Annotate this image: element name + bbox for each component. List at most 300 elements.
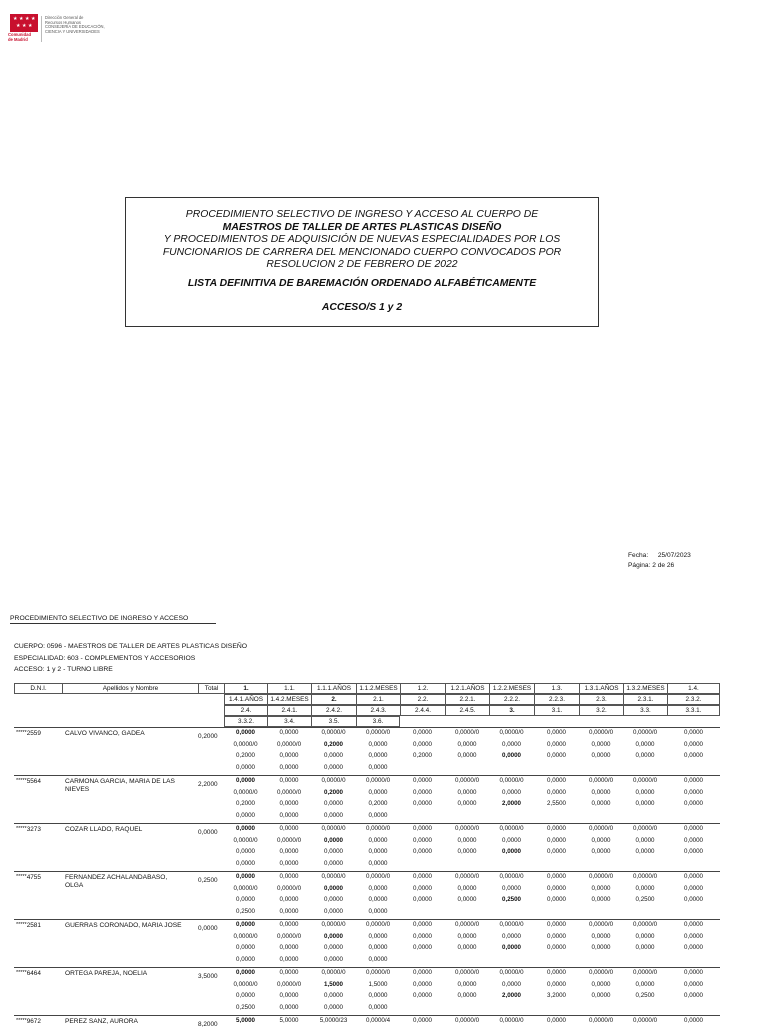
- value-cell: 0,0000: [413, 884, 432, 892]
- value-cell: 0,0000: [684, 932, 703, 940]
- value-cell: 0,0000/0: [588, 873, 614, 880]
- especialidad-line: ESPECIALIDAD: 603 - COMPLEMENTOS Y ACCESORIOS: [14, 654, 196, 662]
- value-cell: 0,0000: [279, 921, 299, 928]
- value-cell: 0,0000: [236, 921, 255, 928]
- header-cell: 2.2.1.: [445, 694, 489, 705]
- header-cell: 1.2.: [400, 683, 445, 694]
- value-cell: 0,0000: [547, 788, 566, 796]
- value-cell: 0,0000: [368, 740, 388, 748]
- value-cell: 0,0000: [279, 992, 299, 999]
- value-row: [224, 931, 720, 943]
- value-cell: 0,0000: [684, 1017, 703, 1024]
- header-cell: 2.1.: [356, 694, 400, 705]
- header-cell: 3.3.: [623, 705, 667, 716]
- value-cell: 0,0000: [502, 944, 521, 951]
- value-cell: 0,0000: [236, 944, 255, 951]
- name-cell: COZAR LLADO, RAQUEL: [65, 826, 143, 833]
- table-row: [14, 823, 720, 871]
- value-cell: 0,0000: [547, 944, 566, 951]
- value-cell: 0,2500: [635, 992, 655, 999]
- date-value: 25/07/2023: [657, 552, 691, 559]
- value-cell: 0,0000: [324, 896, 343, 903]
- value-cell: 1,5000: [368, 980, 388, 988]
- value-cell: 0,0000: [547, 825, 566, 832]
- value-cell: 0,0000/0: [233, 884, 258, 892]
- header-cell: 1.4.: [667, 683, 720, 694]
- value-cell: 0,2000: [324, 788, 343, 796]
- value-cell: 0,0000: [413, 740, 432, 748]
- header-cell: 1.1.: [267, 683, 311, 694]
- value-row: [224, 919, 720, 931]
- value-cell: 0,0000: [324, 848, 343, 855]
- value-cell: 0,0000: [279, 752, 299, 759]
- value-cell: 0,0000: [368, 944, 388, 951]
- value-cell: 0,0000/4: [365, 1017, 391, 1024]
- value-cell: 0,0000/0: [321, 921, 346, 928]
- value-cell: 0,0000: [684, 884, 703, 892]
- value-row: [224, 739, 720, 751]
- value-cell: 0,0000: [279, 955, 299, 963]
- value-cell: 0,0000: [368, 884, 388, 892]
- value-cell: 0,0000: [324, 907, 343, 915]
- value-cell: 0,0000: [502, 884, 521, 892]
- value-cell: 0,0000/0: [321, 969, 346, 976]
- value-cell: 0,0000: [413, 777, 432, 784]
- value-cell: 0,0000: [547, 884, 566, 892]
- value-cell: 0,0000/0: [321, 729, 346, 736]
- value-row: [224, 967, 720, 979]
- list-title: LISTA DEFINITIVA DE BAREMACIÓN ORDENADO ALFABÉTICAMENTE: [187, 278, 537, 289]
- value-cell: 0,0000: [368, 763, 388, 771]
- value-cell: 0,0000: [368, 907, 388, 915]
- title-box: [125, 197, 599, 327]
- value-row: [224, 727, 720, 739]
- value-cell: 0,0000: [413, 873, 432, 880]
- value-cell: 0,0000: [236, 873, 255, 880]
- value-cell: 2,0000: [502, 992, 521, 999]
- value-cell: 0,0000: [684, 896, 703, 903]
- value-cell: 0,0000: [547, 1017, 566, 1024]
- value-cell: 0,2500: [236, 907, 255, 915]
- value-cell: 0,0000/0: [233, 932, 258, 940]
- header-cell: [489, 716, 534, 727]
- header-cell: 2.2.: [400, 694, 445, 705]
- value-cell: 1,5000: [324, 980, 343, 988]
- header-cell: [534, 716, 579, 727]
- total-cell: 0,2000: [198, 733, 218, 740]
- name-cell: FERNANDEZ ACHALANDABASO, OLGA: [65, 874, 168, 889]
- value-cell: 0,0000/0: [365, 969, 391, 976]
- header-cell: 2.4.2.: [311, 705, 356, 716]
- total-cell: 0,2500: [198, 877, 218, 884]
- dni-mask: *****: [16, 730, 27, 736]
- name-cell: ORTEGA PAREJA, NOELIA: [65, 970, 148, 977]
- value-cell: 0,0000: [368, 896, 388, 903]
- dni-mask: *****: [16, 970, 27, 976]
- value-cell: 0,0000: [368, 752, 388, 759]
- logo-divider: [41, 16, 42, 42]
- value-cell: 0,0000: [279, 896, 299, 903]
- value-cell: 0,0000: [324, 800, 343, 807]
- value-cell: 0,0000: [684, 788, 703, 796]
- value-cell: 0,0000: [635, 800, 655, 807]
- value-cell: 0,0000: [279, 873, 299, 880]
- value-row: [224, 1015, 720, 1027]
- value-cell: 0,0000: [324, 932, 343, 940]
- value-cell: 0,0000: [368, 836, 388, 844]
- header-cell: 1.1.2.MESES: [356, 683, 400, 694]
- header-cell: 2.3.2.: [667, 694, 720, 705]
- header-cell: 1.2.2.MESES: [489, 683, 534, 694]
- value-cell: 0,0000: [279, 800, 299, 807]
- table-body: [14, 727, 720, 1036]
- value-cell: 0,0000: [684, 825, 703, 832]
- value-cell: 0,0000/0: [499, 777, 524, 784]
- value-cell: 0,0000: [591, 848, 611, 855]
- value-cell: 0,0000: [413, 800, 432, 807]
- value-cell: 0,0000: [413, 788, 432, 796]
- value-cell: 0,0000: [635, 980, 655, 988]
- value-cell: 0,0000: [547, 932, 566, 940]
- value-cell: 0,0000: [457, 980, 477, 988]
- value-cell: 0,0000/0: [632, 729, 658, 736]
- value-cell: 0,0000: [684, 729, 703, 736]
- value-cell: 0,0000: [324, 992, 343, 999]
- value-cell: 0,0000: [457, 800, 477, 807]
- value-cell: 0,0000: [684, 873, 703, 880]
- value-cell: 0,0000: [547, 836, 566, 844]
- value-cell: 0,0000: [591, 884, 611, 892]
- header-cell: 1.3.: [534, 683, 579, 694]
- value-cell: 0,0000: [236, 825, 255, 832]
- value-cell: 0,0000: [684, 752, 703, 759]
- value-cell: 0,0000: [684, 800, 703, 807]
- value-cell: 0,0000/0: [499, 825, 524, 832]
- header-cell: 1.: [224, 683, 267, 694]
- value-cell: 0,0000: [457, 932, 477, 940]
- value-cell: 0,0000: [635, 884, 655, 892]
- header-cell: 3.1.: [534, 705, 579, 716]
- value-row: [224, 942, 720, 954]
- value-cell: 0,0000: [457, 944, 477, 951]
- value-cell: 0,0000/0: [632, 969, 658, 976]
- value-cell: 0,0000/0: [632, 825, 658, 832]
- value-cell: 0,0000: [457, 884, 477, 892]
- dni-mask: *****: [16, 922, 27, 928]
- table-header: [14, 683, 720, 727]
- value-cell: 0,0000: [368, 1003, 388, 1011]
- value-cell: 0,0000: [547, 752, 566, 759]
- header-cell: D.N.I.: [14, 683, 62, 694]
- value-cell: 0,0000: [324, 836, 343, 844]
- madrid-flag-icon: ★ ★ ★ ★ ★ ★ ★: [10, 14, 38, 32]
- header-cell: [14, 694, 62, 705]
- header-cell: [400, 716, 445, 727]
- dni-value: 3273: [26, 826, 41, 833]
- value-cell: 0,0000: [413, 980, 432, 988]
- header-cell: 2.4.: [224, 705, 267, 716]
- value-cell: 0,2000: [413, 752, 432, 759]
- baremacion-table: [14, 683, 720, 1036]
- value-cell: 0,0000: [324, 859, 343, 867]
- header-cell: 3.5.: [311, 716, 356, 727]
- value-cell: 5,0000/23: [319, 1017, 348, 1024]
- total-cell: 0,0000: [198, 925, 218, 932]
- value-cell: 0,0000: [324, 752, 343, 759]
- value-row: [224, 810, 400, 822]
- value-cell: 2,5500: [547, 800, 566, 807]
- header-cell: 1.3.2.MESES: [623, 683, 667, 694]
- header-cell: [198, 705, 224, 716]
- value-cell: 0,0000: [684, 944, 703, 951]
- value-cell: 0,0000: [591, 896, 611, 903]
- value-cell: 0,0000: [324, 884, 343, 892]
- header-cell: 2.4.4.: [400, 705, 445, 716]
- value-cell: 0,0000/0: [454, 825, 480, 832]
- value-cell: 0,0000: [635, 932, 655, 940]
- value-cell: 0,2000: [324, 740, 343, 748]
- value-cell: 0,0000/0: [632, 777, 658, 784]
- value-row: [224, 750, 720, 762]
- value-cell: 0,0000: [547, 777, 566, 784]
- header-cell: [667, 716, 720, 727]
- header-cell: 2.4.3.: [356, 705, 400, 716]
- value-cell: 0,0000: [591, 992, 611, 999]
- header-cell: 1.4.1.AÑOS: [224, 694, 267, 705]
- header-cell: 3.2.: [579, 705, 623, 716]
- header-cell: 2.4.1.: [267, 705, 311, 716]
- value-cell: 0,0000: [457, 788, 477, 796]
- value-cell: 0,0000: [368, 955, 388, 963]
- header-cell: 3.3.2.: [224, 716, 267, 727]
- access-title: ACCESO/S 1 y 2: [321, 302, 403, 313]
- value-cell: 0,0000: [279, 811, 299, 819]
- value-cell: 0,0000/0: [321, 825, 346, 832]
- dni-value: 2581: [26, 922, 41, 929]
- value-cell: 0,0000/0: [588, 777, 614, 784]
- dni-cell: [16, 970, 41, 977]
- value-cell: 0,0000: [547, 848, 566, 855]
- value-cell: 0,0000: [684, 980, 703, 988]
- value-cell: 0,0000/0: [321, 777, 346, 784]
- value-row: [224, 858, 400, 870]
- table-row: [14, 727, 720, 775]
- value-cell: 0,0000: [413, 921, 432, 928]
- value-cell: 0,0000: [413, 992, 432, 999]
- value-cell: 0,0000: [413, 825, 432, 832]
- value-cell: 0,0000: [413, 836, 432, 844]
- table-row: [14, 871, 720, 919]
- value-cell: 0,0000/0: [233, 980, 258, 988]
- total-cell: 0,0000: [198, 829, 218, 836]
- total-cell: 3,5000: [198, 973, 218, 980]
- value-cell: 0,0000: [368, 859, 388, 867]
- value-cell: 0,0000: [236, 777, 255, 784]
- logo-left-text: Comunidad de Madrid: [8, 32, 32, 42]
- value-cell: 5,0000: [279, 1017, 299, 1024]
- value-cell: 0,0000: [502, 788, 521, 796]
- value-cell: 0,0000: [324, 811, 343, 819]
- header-cell: [198, 694, 224, 705]
- value-cell: 0,0000: [413, 896, 432, 903]
- value-cell: 0,0000/0: [233, 836, 258, 844]
- value-cell: 0,0000: [547, 980, 566, 988]
- value-cell: 0,0000/0: [632, 873, 658, 880]
- header-cell: 2.4.5.: [445, 705, 489, 716]
- header-cell: 3.4.: [267, 716, 311, 727]
- value-cell: 0,0000: [502, 836, 521, 844]
- name-cell: PEREZ SANZ, AURORA: [65, 1018, 138, 1025]
- value-cell: 0,0000: [547, 729, 566, 736]
- value-cell: 0,0000: [324, 763, 343, 771]
- value-cell: 0,0000: [591, 752, 611, 759]
- value-cell: 0,0000: [591, 836, 611, 844]
- value-cell: 0,0000: [591, 800, 611, 807]
- value-cell: 0,0000: [591, 932, 611, 940]
- value-cell: 0,0000/0: [321, 873, 346, 880]
- header-row: [14, 683, 720, 694]
- value-cell: 0,0000: [236, 896, 255, 903]
- header-row: [14, 694, 720, 705]
- value-cell: 0,0000/0: [454, 777, 480, 784]
- header-cell: [445, 716, 489, 727]
- value-cell: 0,0000: [368, 992, 388, 999]
- value-cell: 0,0000: [635, 788, 655, 796]
- title-text: PROCEDIMIENTO SELECTIVO DE INGRESO Y ACCESO AL CUERPO DE MAESTROS DE TALLER DE ARTES PLASTICAS DISEÑO Y PROCEDIMIENTOS DE ADQUISICIÓN DE NUEVAS ESPECIALIDADES POR LOS FUNCIONARIOS DE CARRERA DEL MENCIONADO CUERPO CONVOCADOS POR RESOLUCION 2 DE FEBRERO DE 2022: [162, 209, 562, 270]
- value-cell: 0,0000: [547, 921, 566, 928]
- dni-value: 4755: [26, 874, 41, 881]
- value-cell: 0,0000: [684, 992, 703, 999]
- value-cell: 5,0000: [236, 1017, 255, 1024]
- table-row: [14, 919, 720, 967]
- value-cell: 0,0000/0: [499, 1017, 524, 1024]
- value-row: [224, 906, 400, 918]
- value-cell: 0,0000/0: [276, 932, 302, 940]
- value-cell: 0,0000: [368, 848, 388, 855]
- value-row: [224, 954, 400, 966]
- dni-value: 2559: [26, 730, 41, 737]
- value-cell: 0,0000: [279, 825, 299, 832]
- value-cell: 0,0000: [279, 859, 299, 867]
- value-cell: 0,2500: [635, 896, 655, 903]
- document-meta: [628, 551, 691, 571]
- value-cell: 0,0000: [635, 944, 655, 951]
- value-cell: 0,0000: [457, 896, 477, 903]
- value-cell: 0,0000: [279, 729, 299, 736]
- value-cell: 0,0000: [684, 777, 703, 784]
- value-cell: 0,0000: [368, 811, 388, 819]
- value-cell: 0,0000/0: [499, 969, 524, 976]
- header-cell: [579, 716, 623, 727]
- value-cell: 0,0000/0: [233, 740, 258, 748]
- header-cell: [14, 716, 62, 727]
- header-row: [14, 716, 720, 727]
- value-cell: 0,0000/0: [276, 788, 302, 796]
- header-cell: 1.1.1.AÑOS: [311, 683, 356, 694]
- value-cell: 0,0000: [684, 848, 703, 855]
- value-row: [224, 823, 720, 835]
- dni-cell: [16, 874, 41, 881]
- value-cell: 0,0000: [502, 740, 521, 748]
- value-cell: 0,0000/0: [454, 873, 480, 880]
- value-row: [224, 871, 720, 883]
- value-row: [224, 846, 720, 858]
- value-cell: 0,0000: [457, 752, 477, 759]
- value-row: [224, 835, 720, 847]
- header-row: [14, 705, 720, 716]
- value-cell: 0,0000/0: [365, 777, 391, 784]
- dni-value: 9672: [26, 1018, 41, 1025]
- logo-right-text: Dirección General de Recursos Humanos CONSEJERÍA DE EDUCACIÓN, CIENCIA Y UNIVERSIDADES: [45, 15, 105, 34]
- value-cell: 0,0000/0: [365, 729, 391, 736]
- value-cell: 0,0000: [457, 836, 477, 844]
- dni-cell: [16, 778, 41, 785]
- value-cell: 0,0000: [236, 729, 255, 736]
- value-row: [224, 979, 720, 991]
- dni-mask: *****: [16, 826, 27, 832]
- value-cell: 0,0000/0: [276, 884, 302, 892]
- header-cell: 1.2.1.AÑOS: [445, 683, 489, 694]
- value-cell: 0,0000: [547, 740, 566, 748]
- value-cell: 0,0000/0: [588, 729, 614, 736]
- value-cell: 0,0000/0: [632, 921, 658, 928]
- header-cell: 2.2.3.: [534, 694, 579, 705]
- dni-mask: *****: [16, 778, 27, 784]
- value-cell: 0,0000: [502, 932, 521, 940]
- value-cell: 0,0000: [236, 992, 255, 999]
- header-cell: 3.3.1.: [667, 705, 720, 716]
- value-cell: 0,0000: [684, 740, 703, 748]
- dni-cell: [16, 826, 41, 833]
- value-cell: 0,0000: [635, 752, 655, 759]
- value-cell: 0,0000: [591, 980, 611, 988]
- value-cell: 0,0000/0: [454, 921, 480, 928]
- dni-cell: [16, 922, 41, 929]
- value-row: [224, 762, 400, 774]
- header-cell: Total: [198, 683, 224, 694]
- header-cell: 2.3.1.: [623, 694, 667, 705]
- value-cell: 0,0000: [279, 944, 299, 951]
- value-cell: 0,0000: [236, 969, 255, 976]
- table-row: [14, 1015, 720, 1036]
- value-cell: 0,0000: [368, 788, 388, 796]
- value-row: [224, 798, 720, 810]
- value-cell: 0,0000: [684, 836, 703, 844]
- header-cell: [62, 694, 198, 705]
- value-row: [224, 894, 720, 906]
- value-cell: 0,2000: [368, 800, 388, 807]
- total-cell: 8,2000: [198, 1021, 218, 1028]
- header-cell: 2.2.2.: [489, 694, 534, 705]
- value-cell: 0,0000/0: [454, 969, 480, 976]
- value-cell: 0,0000/0: [454, 729, 480, 736]
- selection-info: [14, 641, 247, 676]
- value-cell: 0,0000: [279, 907, 299, 915]
- value-row: [224, 883, 720, 895]
- value-row: [224, 787, 720, 799]
- header-cell: 2.3.: [579, 694, 623, 705]
- value-cell: 2,0000: [502, 800, 521, 807]
- value-cell: 0,2500: [502, 896, 521, 903]
- comunidad-de-madrid-logo: [8, 14, 118, 44]
- page-number: Página: 2 de 26: [628, 562, 675, 569]
- value-cell: 0,0000/0: [365, 921, 391, 928]
- value-cell: 0,0000/0: [365, 825, 391, 832]
- header-cell: 1.3.1.AÑOS: [579, 683, 623, 694]
- header-cell: [623, 716, 667, 727]
- value-cell: 0,0000: [413, 729, 432, 736]
- value-cell: 0,0000: [635, 848, 655, 855]
